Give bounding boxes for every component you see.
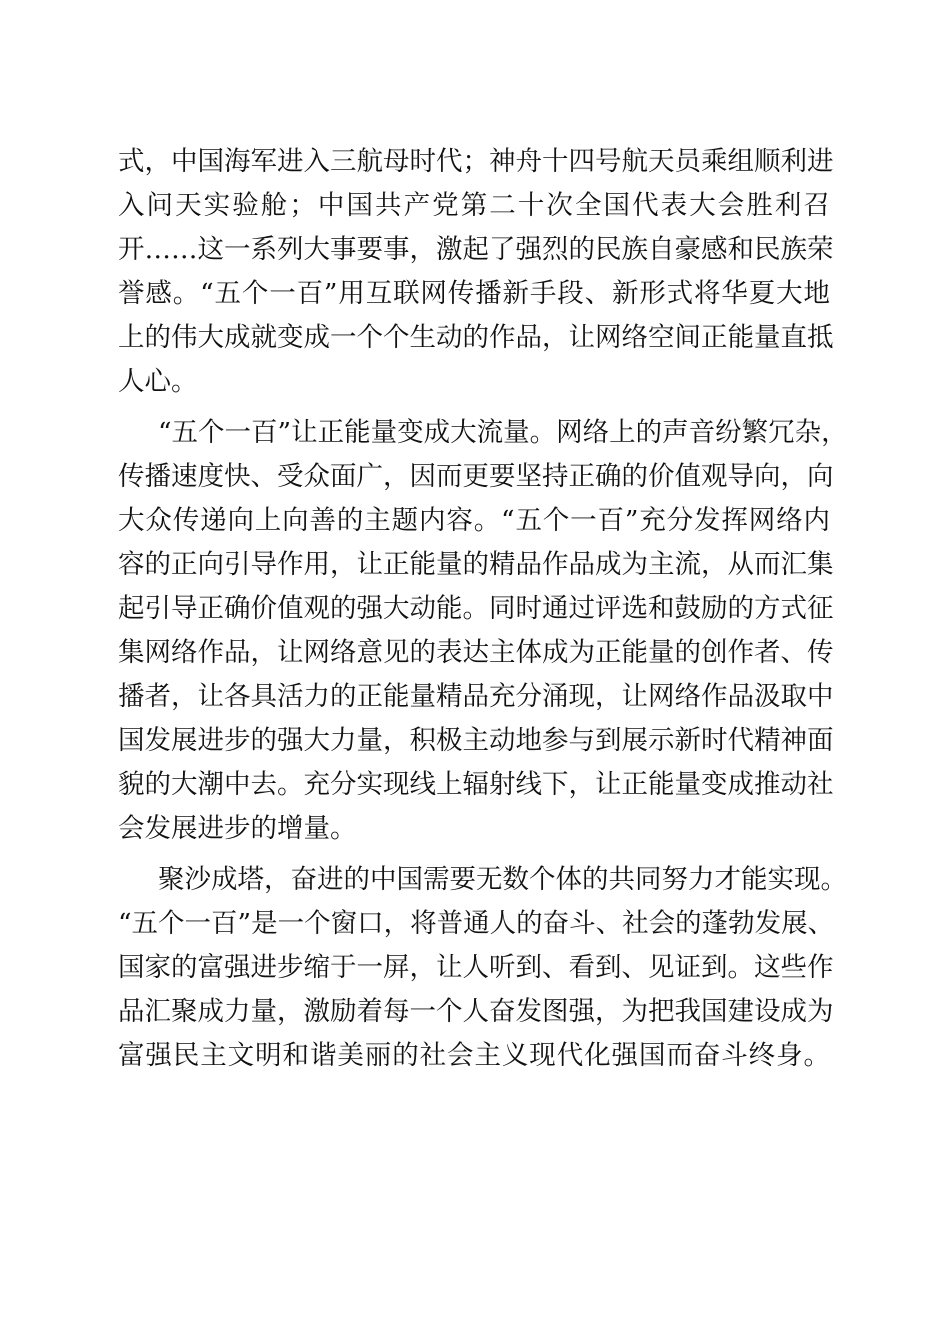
text-line: 开……这一系列大事要事，激起了强烈的民族自豪感和民族荣 <box>118 234 834 265</box>
text-line: 富强民主文明和谐美丽的社会主义现代化强国而奋斗终身。 <box>118 1040 830 1071</box>
text-line: 品汇聚成力量，激励着每一个人奋发图强，为把我国建设成为 <box>118 996 834 1027</box>
text-line: 式，中国海军进入三航母时代；神舟十四号航天员乘组顺利进 <box>118 146 834 177</box>
text-line: 聚沙成塔，奋进的中国需要无数个体的共同努力才能实现。 <box>158 864 847 895</box>
text-line: 大众传递向上向善的主题内容。“五个一百”充分发挥网络内 <box>118 505 830 536</box>
text-line: 起引导正确价值观的强大动能。同时通过评选和鼓励的方式征 <box>118 593 834 624</box>
text-line: “五个一百”让正能量变成大流量。网络上的声音纷繁冗杂， <box>158 417 848 448</box>
text-line: 容的正向引导作用，让正能量的精品作品成为主流，从而汇集 <box>118 549 834 580</box>
text-line: 集网络作品，让网络意见的表达主体成为正能量的创作者、传 <box>118 637 834 668</box>
text-line: 誉感。“五个一百”用互联网传播新手段、新形式将华夏大地 <box>118 278 830 309</box>
text-line: 播者，让各具活力的正能量精品充分涌现，让网络作品汲取中 <box>118 681 834 712</box>
text-line: 传播速度快、受众面广，因而更要坚持正确的价值观导向，向 <box>118 461 834 492</box>
text-line: 会发展进步的增量。 <box>118 813 357 844</box>
text-line: “五个一百”是一个窗口，将普通人的奋斗、社会的蓬勃发展、 <box>118 908 835 939</box>
text-line: 人心。 <box>118 366 198 397</box>
text-line: 貌的大潮中去。充分实现线上辐射线下，让正能量变成推动社 <box>118 769 834 800</box>
text-line: 上的伟大成就变成一个个生动的作品，让网络空间正能量直抵 <box>118 322 834 353</box>
text-line: 国家的富强进步缩于一屏，让人听到、看到、见证到。这些作 <box>118 952 834 983</box>
text-line: 国发展进步的强大力量，积极主动地参与到展示新时代精神面 <box>118 725 834 756</box>
text-line: 入问天实验舱；中国共产党第二十次全国代表大会胜利召 <box>118 190 830 221</box>
